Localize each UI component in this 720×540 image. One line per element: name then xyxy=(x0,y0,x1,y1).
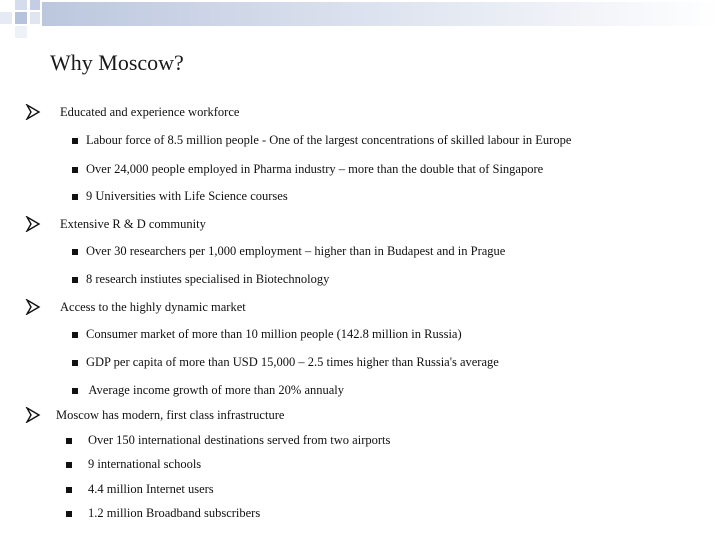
list-item: 9 international schools xyxy=(66,457,201,472)
list-item: Consumer market of more than 10 million people (142.8 million in Russia) xyxy=(72,327,462,342)
arrow-bullet-icon xyxy=(22,104,44,120)
square-bullet-icon xyxy=(72,388,78,394)
square-bullet-icon xyxy=(66,511,72,517)
list-item: Over 24,000 people employed in Pharma industry – more than the double that of Singapore xyxy=(72,162,543,177)
square-bullet-icon xyxy=(66,438,72,444)
list-item: Over 150 international destinations served from two airports xyxy=(66,433,390,448)
list-item: 4.4 million Internet users xyxy=(66,482,214,497)
section-heading: Access to the highly dynamic market xyxy=(60,299,246,314)
square-bullet-icon xyxy=(72,332,78,338)
list-item: Average income growth of more than 20% annualy xyxy=(72,383,344,398)
header-decoration xyxy=(0,0,720,40)
list-item: Labour force of 8.5 million people - One of the largest concentrations of skilled labour in Europe xyxy=(72,133,571,148)
square-bullet-icon xyxy=(72,194,78,200)
square-bullet-icon xyxy=(72,167,78,173)
square-bullet-icon xyxy=(72,277,78,283)
section-market xyxy=(22,299,246,315)
section-rnd xyxy=(22,216,206,232)
square-bullet-icon xyxy=(72,360,78,366)
page-title: Why Moscow? xyxy=(50,50,184,75)
list-item: 8 research instiutes specialised in Biotechnology xyxy=(72,272,329,287)
square-bullet-icon xyxy=(72,138,78,144)
section-heading: Moscow has modern, first class infrastructure xyxy=(56,407,285,422)
square-bullet-icon xyxy=(66,487,72,493)
section-heading: Extensive R & D community xyxy=(60,216,206,231)
arrow-bullet-icon xyxy=(22,299,44,315)
square-bullet-icon xyxy=(66,462,72,468)
arrow-bullet-icon xyxy=(22,216,44,232)
arrow-bullet-icon xyxy=(22,407,44,423)
list-item: 9 Universities with Life Science courses xyxy=(72,189,288,204)
section-workforce xyxy=(22,104,239,120)
list-item: 1.2 million Broadband subscribers xyxy=(66,506,260,521)
section-infrastructure xyxy=(22,407,284,423)
section-heading: Educated and experience workforce xyxy=(60,104,240,119)
square-bullet-icon xyxy=(72,249,78,255)
list-item: GDP per capita of more than USD 15,000 – 2.5 times higher than Russia's average xyxy=(72,355,499,370)
list-item: Over 30 researchers per 1,000 employment – higher than in Budapest and in Prague xyxy=(72,244,505,259)
